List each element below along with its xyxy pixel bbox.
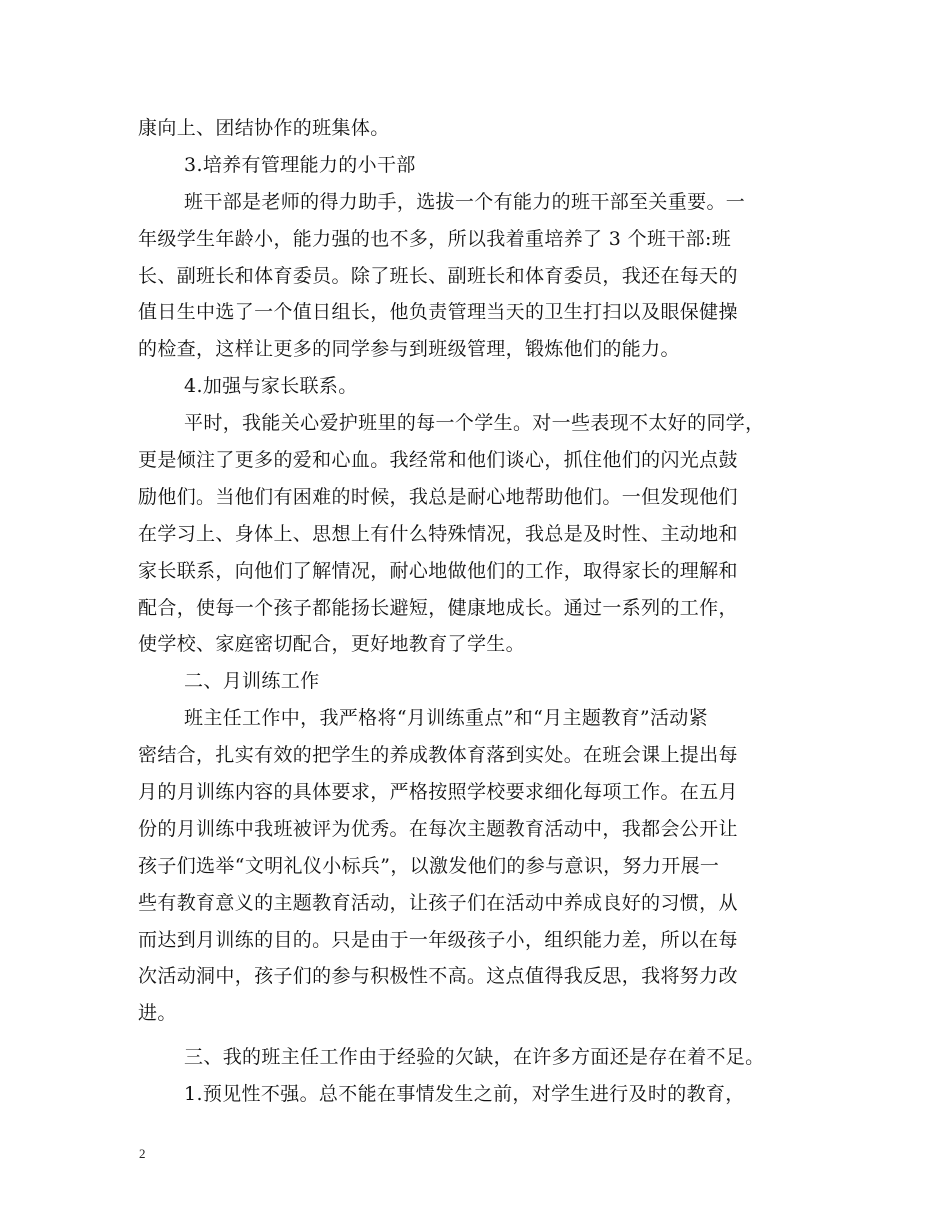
text-line-23: 而达到月训练的目的。只是由于一年级孩子小，组织能力差，所以在每 — [138, 928, 738, 951]
text-line-13: 家长联系，向他们了解情况，耐心地做他们的工作，取得家长的理解和 — [138, 559, 738, 582]
page-number: 2 — [139, 1146, 146, 1161]
text-line-11: 励他们。当他们有困难的时候，我总是耐心地帮助他们。一但发现他们 — [138, 485, 738, 508]
text-line-16: 二、月训练工作 — [184, 670, 320, 693]
text-line-4: 年级学生年龄小，能力强的也不多，所以我着重培养了 3 个班干部:班 — [138, 227, 732, 250]
text-line-9: 平时，我能关心爱护班里的每一个学生。对一些表现不太好的同学， — [184, 412, 765, 435]
text-line-22: 些有教育意义的主题教育活动，让孩子们在活动中养成良好的习惯，从 — [138, 891, 738, 914]
text-line-24: 次活动洞中，孩子们的参与积极性不高。这点值得我反思，我将努力改 — [138, 965, 738, 988]
text-line-14: 配合，使每一个孩子都能扬长避短，健康地成长。通过一系列的工作， — [138, 596, 738, 619]
text-line-12: 在学习上、身体上、思想上有什么特殊情况，我总是及时性、主动地和 — [138, 522, 738, 545]
text-line-2: 3.培养有管理能力的小干部 — [184, 153, 416, 176]
text-line-7: 的检查，这样让更多的同学参与到班级管理，锻炼他们的能力。 — [138, 338, 680, 361]
text-line-1: 康向上、团结协作的班集体。 — [138, 117, 390, 139]
text-line-8: 4.加强与家长联系。 — [184, 375, 358, 398]
text-line-3: 班干部是老师的得力助手，选拔一个有能力的班干部至关重要。一 — [184, 190, 746, 213]
text-line-10: 更是倾注了更多的爱和心血。我经常和他们谈心，抓住他们的闪光点鼓 — [138, 449, 738, 472]
text-line-20: 份的月训练中我班被评为优秀。在每次主题教育活动中，我都会公开让 — [138, 817, 738, 840]
document-body — [138, 110, 818, 1113]
text-line-19: 月的月训练内容的具体要求，严格按照学校要求细化每项工作。在五月 — [138, 781, 738, 804]
text-line-26: 三、我的班主任工作由于经验的欠缺，在许多方面还是存在着不足。 — [184, 1046, 765, 1069]
text-line-17: 班主任工作中，我严格将“月训练重点”和“月主题教育”活动紧 — [184, 707, 709, 730]
text-line-6: 值日生中选了一个值日组长，他负责管理当天的卫生打扫以及眼保健操 — [138, 301, 738, 324]
text-line-18: 密结合，扎实有效的把学生的养成教体育落到实处。在班会课上提出每 — [138, 744, 738, 767]
text-line-5: 长、副班长和体育委员。除了班长、副班长和体育委员，我还在每天的 — [138, 264, 738, 287]
text-line-21: 孩子们选举“文明礼仪小标兵”，以激发他们的参与意识，努力开展一 — [138, 854, 720, 877]
text-line-15: 使学校、家庭密切配合，更好地教育了学生。 — [138, 633, 526, 656]
text-line-25: 进。 — [138, 1002, 177, 1025]
text-line-27: 1.预见性不强。总不能在事情发生之前，对学生进行及时的教育， — [184, 1083, 745, 1106]
